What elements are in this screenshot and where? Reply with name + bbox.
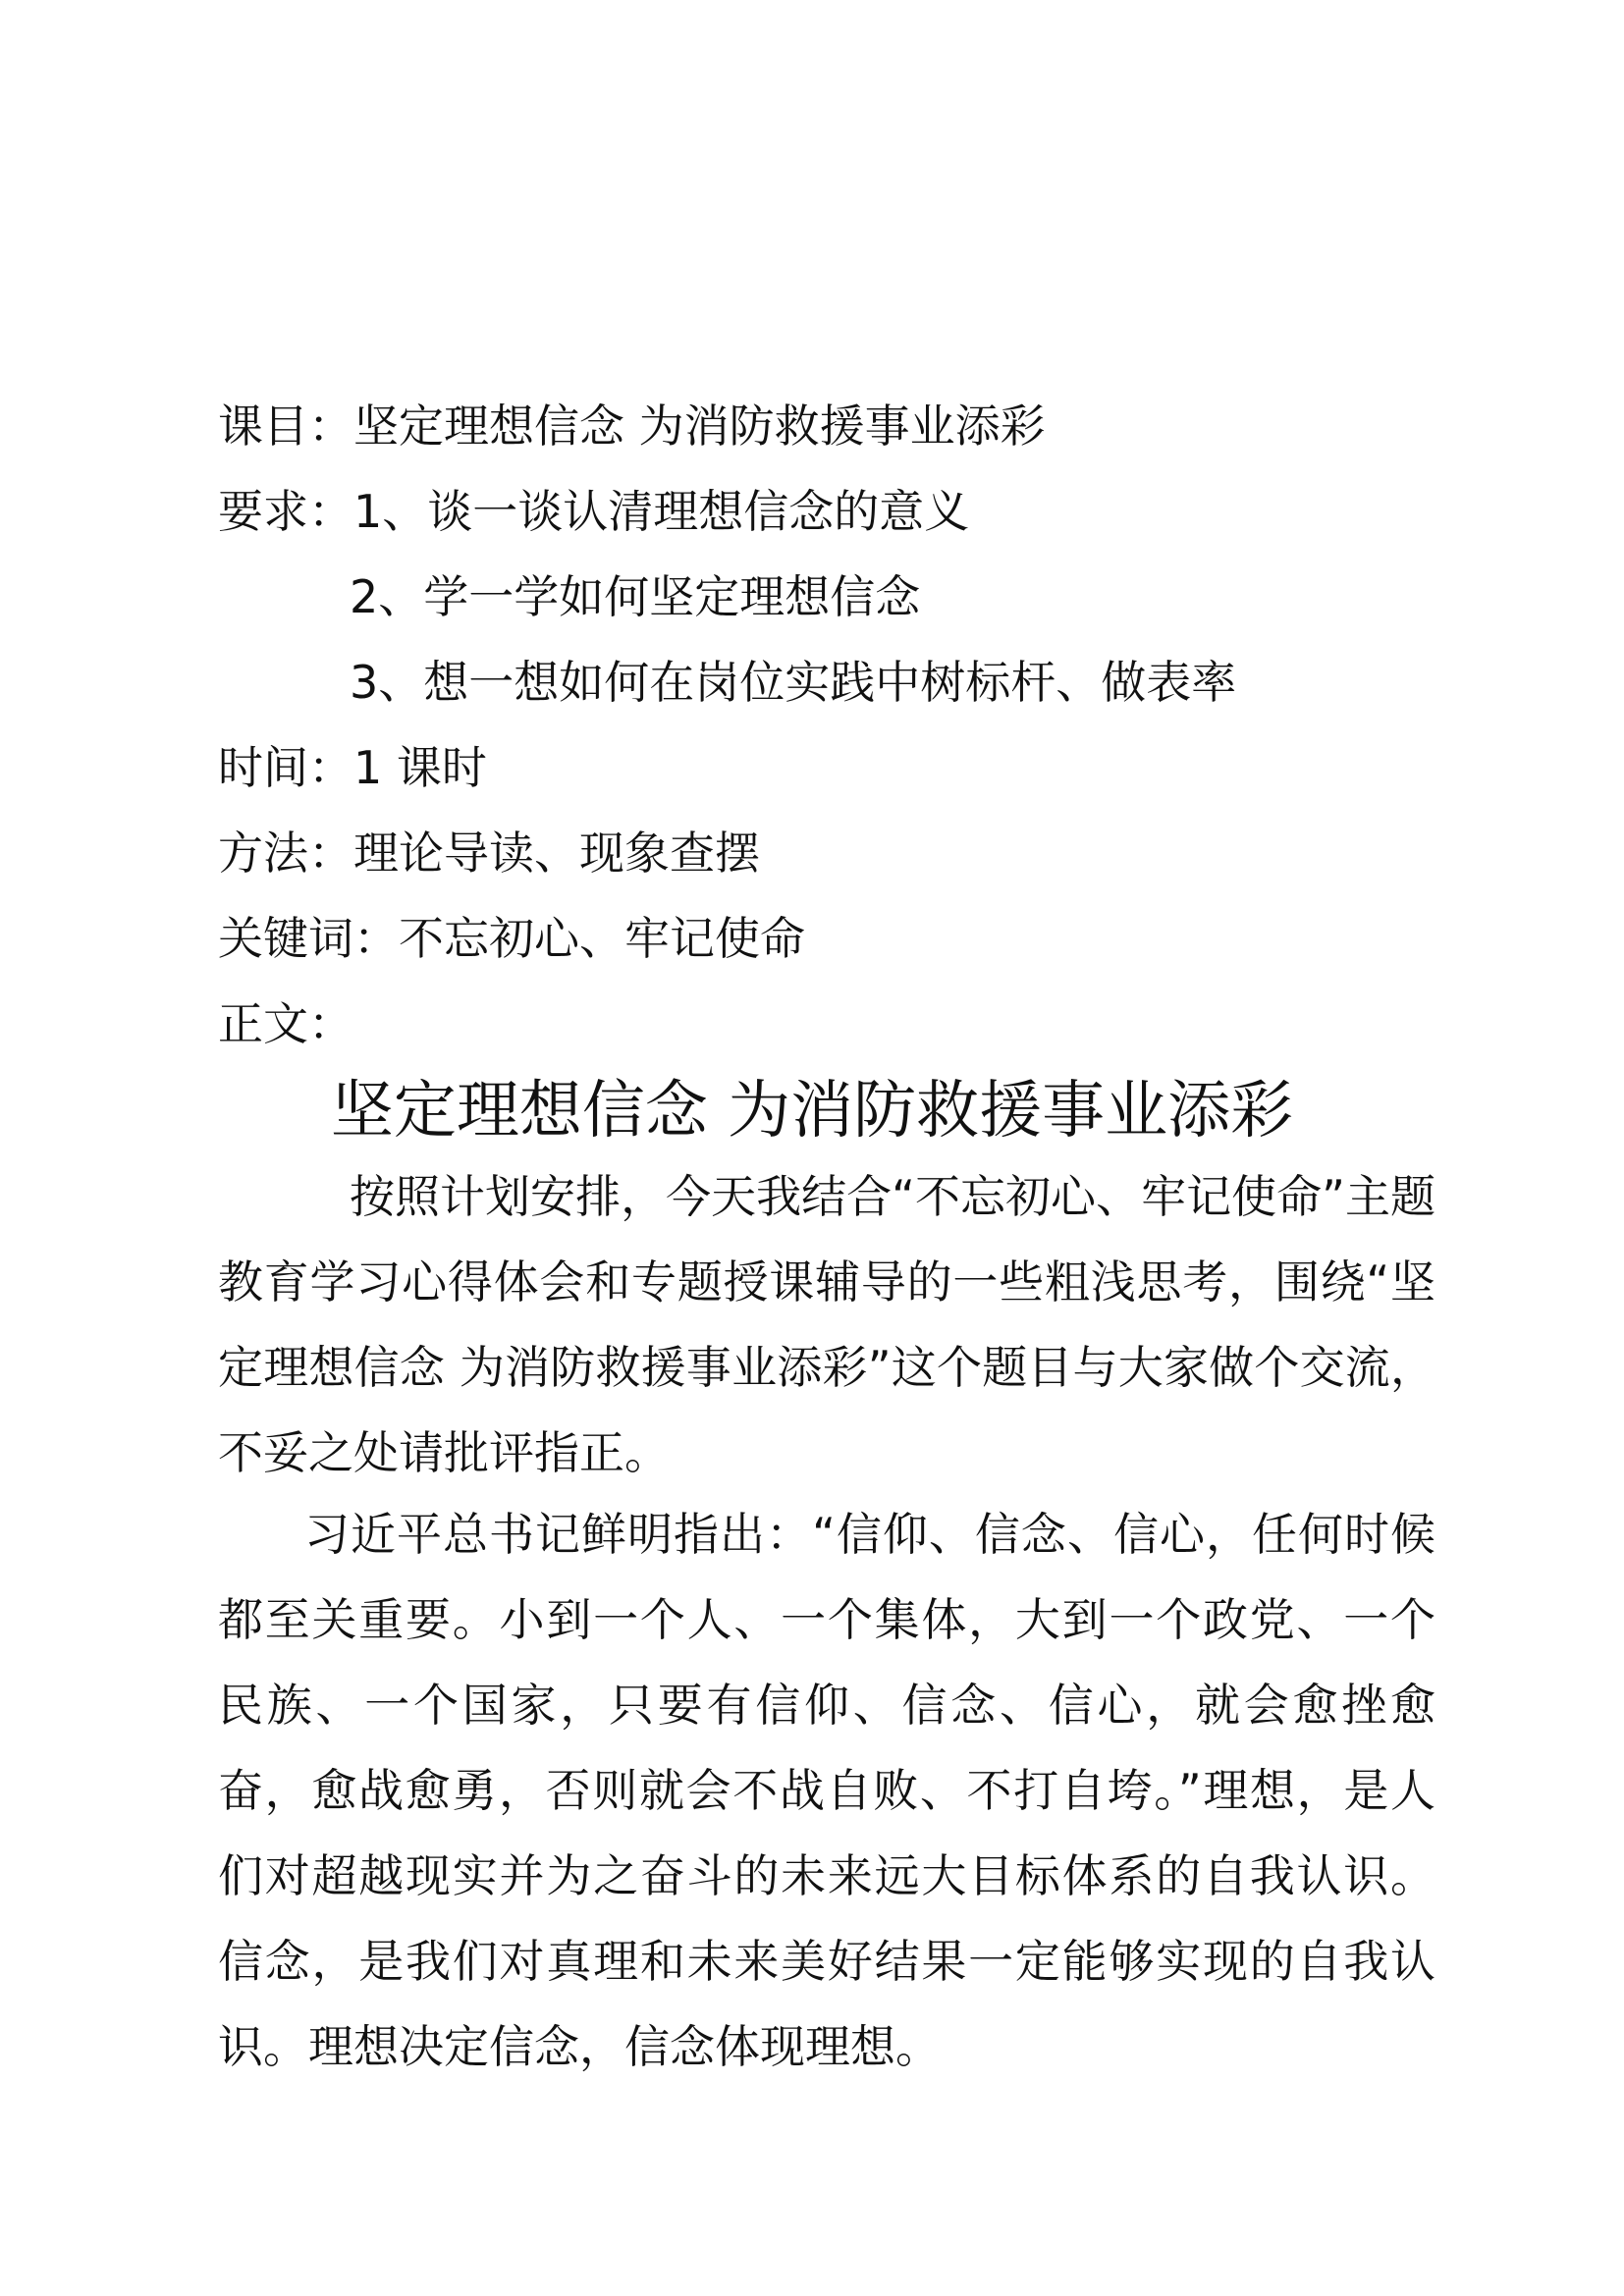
lesson-meta [218, 396, 1455, 1079]
body-label: 正文： [218, 997, 353, 1050]
requirement-row-2 [218, 566, 1455, 652]
keywords-row [218, 908, 1455, 993]
method-value: 理论导读、现象查摆 [353, 827, 760, 880]
keywords-label: 关键词： [218, 912, 399, 965]
article-paragraph-2: 习近平总书记鲜明指出：“信仰、信念、信心，任何时候都至关重要。小到一个人、一个集体，大到一个政党、一个民族、一个国家，只要有信仰、信念、信心，就会愈挫愈奋，愈战愈勇，否则就会不战自败、不打自垮。”理想，是人们对超越现实并为之奋斗的未来远大目标体系的自我认识。信念，是我们对真理和未来美好结果一定能够实现的自我认识。理想决定信念，信念体现理想。 [218, 1508, 1435, 2073]
article-paragraph-1: 按照计划安排，今天我结合“不忘初心、牢记使命”主题教育学习心得体会和专题授课辅导的一些粗浅思考，围绕“坚定理想信念 为消防救援事业添彩”这个题目与大家做个交流，不妥之处请批评指正。 [218, 1170, 1435, 1479]
keywords-value: 不忘初心、牢记使命 [399, 912, 805, 965]
requirement-label: 要求： [218, 485, 353, 538]
article-title: 坚定理想信念 为消防救援事业添彩 [330, 1075, 1294, 1148]
course-label: 课目： [218, 400, 353, 453]
time-row [218, 737, 1455, 823]
course-value: 坚定理想信念 为消防救援事业添彩 [353, 400, 1046, 453]
requirement-item-1: 1、谈一谈认清理想信念的意义 [353, 485, 970, 538]
requirement-row-3 [218, 652, 1455, 737]
time-value: 1 课时 [353, 741, 487, 794]
course-row [218, 396, 1455, 481]
requirement-item-2: 2、学一学如何坚定理想信念 [350, 570, 921, 623]
method-label: 方法： [218, 827, 353, 880]
time-label: 时间： [218, 741, 353, 794]
requirement-row-1 [218, 481, 1455, 566]
requirement-item-3: 3、想一想如何在岗位实践中树标杆、做表率 [350, 656, 1237, 709]
method-row [218, 823, 1455, 908]
